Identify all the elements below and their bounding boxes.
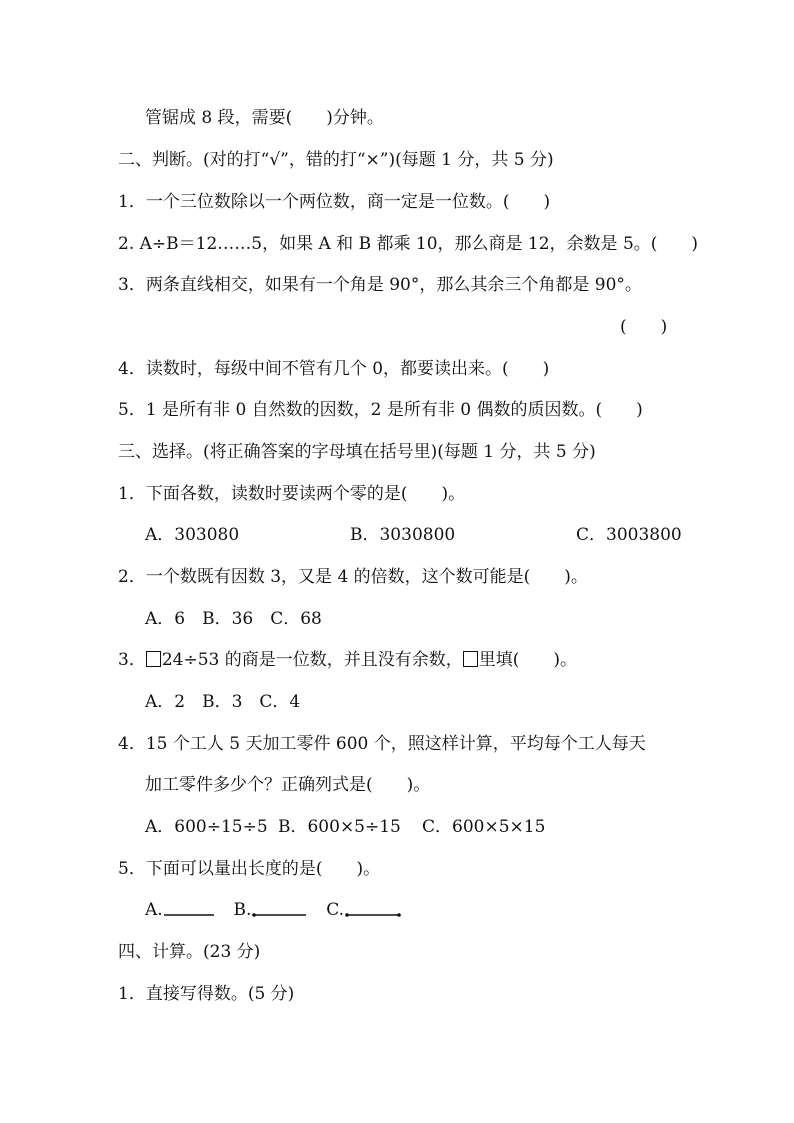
choice-q5-stem: 5．下面可以量出长度的是( )。 <box>118 859 381 879</box>
judge-item-3-bracket: ( ) <box>620 317 668 337</box>
judge-item-3: 3．两条直线相交，如果有一个角是 90°，那么其余三个角都是 90°。 <box>118 275 642 295</box>
judge-item-4: 4．读数时，每级中间不管有几个 0，都要读出来。( ) <box>118 359 550 379</box>
choice-q5-option-a-label: A. <box>145 900 163 920</box>
choice-q4-option-a: A．600÷15÷5 <box>145 817 268 837</box>
section2-heading: 二、判断。(对的打“√”，错的打“×”)(每题 1 分，共 5 分) <box>118 150 554 170</box>
choice-q4-stem-line2: 加工零件多少个？正确列式是( )。 <box>145 775 431 795</box>
calc-q1: 1．直接写得数。(5 分) <box>118 984 295 1004</box>
choice-q4-stem-line1: 4．15 个工人 5 天加工零件 600 个，照这样计算，平均每个工人每天 <box>118 734 646 754</box>
judge-item-2: 2. A÷B＝12……5，如果 A 和 B 都乘 10，那么商是 12，余数是 5。( ) <box>118 234 699 254</box>
choice-q5-option-c-label: C. <box>326 900 345 920</box>
choice-q1-option-b: B．3030800 <box>350 525 456 545</box>
judge-item-5: 5．1 是所有非 0 自然数的因数，2 是所有非 0 偶数的质因数。( ) <box>118 400 643 420</box>
choice-q4-option-b: B．600×5÷15 <box>278 817 401 837</box>
blank-box-icon <box>463 651 478 667</box>
choice-q1-stem: 1．下面各数，读数时要读两个零的是( )。 <box>118 484 466 504</box>
choice-q1-option-c: C．3003800 <box>576 525 682 545</box>
section3-heading: 三、选择。(将正确答案的字母填在括号里)(每题 1 分，共 5 分) <box>118 442 596 462</box>
section4-heading: 四、计算。(23 分) <box>118 942 261 962</box>
segment-figure-icon <box>344 905 402 917</box>
line-figure-icon <box>163 905 215 917</box>
choice-q3-stem <box>118 648 577 672</box>
judge-item-1: 1．一个三位数除以一个两位数，商一定是一位数。( ) <box>118 192 551 212</box>
choice-q4-option-c: C．600×5×15 <box>422 817 546 837</box>
choice-q3-stem-part-a: 24÷53 的商是一位数，并且没有余数， <box>161 650 463 670</box>
choice-q2-options: A．6 B．36 C．68 <box>145 609 322 629</box>
choice-q3-number: 3． <box>118 650 146 670</box>
ray-figure-icon <box>251 905 307 917</box>
choice-q3-options: A．2 B．3 C．4 <box>145 692 301 712</box>
blank-box-icon <box>146 651 161 667</box>
choice-q2-stem: 2．一个数既有因数 3，又是 4 的倍数，这个数可能是( )。 <box>118 567 588 587</box>
choice-q1-option-a: A．303080 <box>145 525 240 545</box>
choice-q5-option-b-label: B. <box>233 900 252 920</box>
continuation-line: 管锯成 8 段，需要( )分钟。 <box>145 108 384 128</box>
choice-q3-stem-part-b: 里填( )。 <box>478 650 578 670</box>
choice-q5-options <box>145 898 402 922</box>
